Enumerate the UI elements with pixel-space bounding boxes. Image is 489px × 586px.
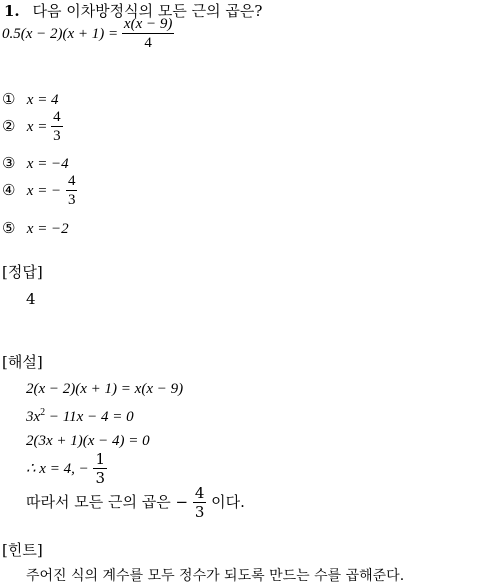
option-fraction-denominator: 3: [67, 192, 76, 208]
option-expr: x = −: [26, 183, 62, 199]
option-4[interactable]: [2, 174, 77, 208]
option-marker: ③: [2, 154, 16, 172]
option-5[interactable]: [2, 221, 69, 237]
option-fraction: [51, 110, 63, 144]
equation-fraction-numerator: x(x − 9): [123, 16, 173, 32]
solution-line-3: 2(3x + 1)(x − 4) = 0: [26, 433, 150, 449]
option-expr: x = 4: [26, 92, 59, 108]
answer-label: [정답]: [2, 263, 43, 281]
solution-line-5: [26, 486, 245, 520]
option-1[interactable]: [2, 92, 59, 108]
solution-line-4-prefix: ∴ x = 4, −: [26, 461, 89, 477]
option-marker: ①: [2, 90, 16, 108]
question-text: 다음 이차방정식의 모든 근의 곱은?: [32, 2, 263, 20]
solution-line-5-fraction: [193, 486, 207, 520]
option-marker: ④: [2, 181, 16, 199]
equation-lhs: 0.5(x − 2)(x + 1) =: [2, 26, 122, 42]
question-number: 1.: [4, 2, 20, 20]
solution-line-5-numerator: 4: [194, 484, 205, 502]
solution-line-4-numerator: 1: [95, 450, 106, 468]
solution-line-4: [26, 452, 107, 486]
solution-line-4-fraction: [93, 452, 107, 486]
solution-line-1: 2(x − 2)(x + 1) = x(x − 9): [26, 381, 184, 397]
option-fraction: [66, 174, 78, 208]
solution-line-4-denominator: 3: [95, 469, 106, 487]
option-expr: x = −2: [26, 221, 69, 237]
option-expr: x = −4: [26, 156, 69, 172]
hint-text: 주어진 식의 계수를 모두 정수가 되도록 만드는 수를 곱해준다.: [26, 568, 405, 584]
equation-fraction: [122, 17, 174, 51]
solution-line-2-a: 3x: [26, 409, 41, 425]
option-fraction-numerator: 4: [67, 173, 76, 189]
option-expr: x =: [26, 119, 52, 135]
solution-line-5-prefix: 따라서 모든 근의 곱은 −: [26, 493, 189, 511]
option-fraction-numerator: 4: [53, 109, 61, 125]
solution-line-2-b: − 11x − 4 = 0: [45, 409, 134, 425]
option-3[interactable]: [2, 156, 69, 172]
solution-line-2: [26, 408, 134, 425]
option-2[interactable]: [2, 110, 63, 144]
solution-line-2-exponent: 2: [40, 407, 46, 418]
hint-label: [힌트]: [2, 541, 43, 559]
equation-fraction-denominator: 4: [144, 35, 152, 51]
solution-line-5-suffix: 이다.: [211, 493, 245, 511]
question-equation: [2, 17, 174, 51]
solution-line-5-denominator: 3: [194, 503, 205, 521]
solution-label: [해설]: [2, 353, 43, 371]
answer-value: 4: [26, 290, 36, 308]
option-fraction-denominator: 3: [53, 128, 61, 144]
option-marker: ②: [2, 117, 16, 135]
option-marker: ⑤: [2, 219, 16, 237]
